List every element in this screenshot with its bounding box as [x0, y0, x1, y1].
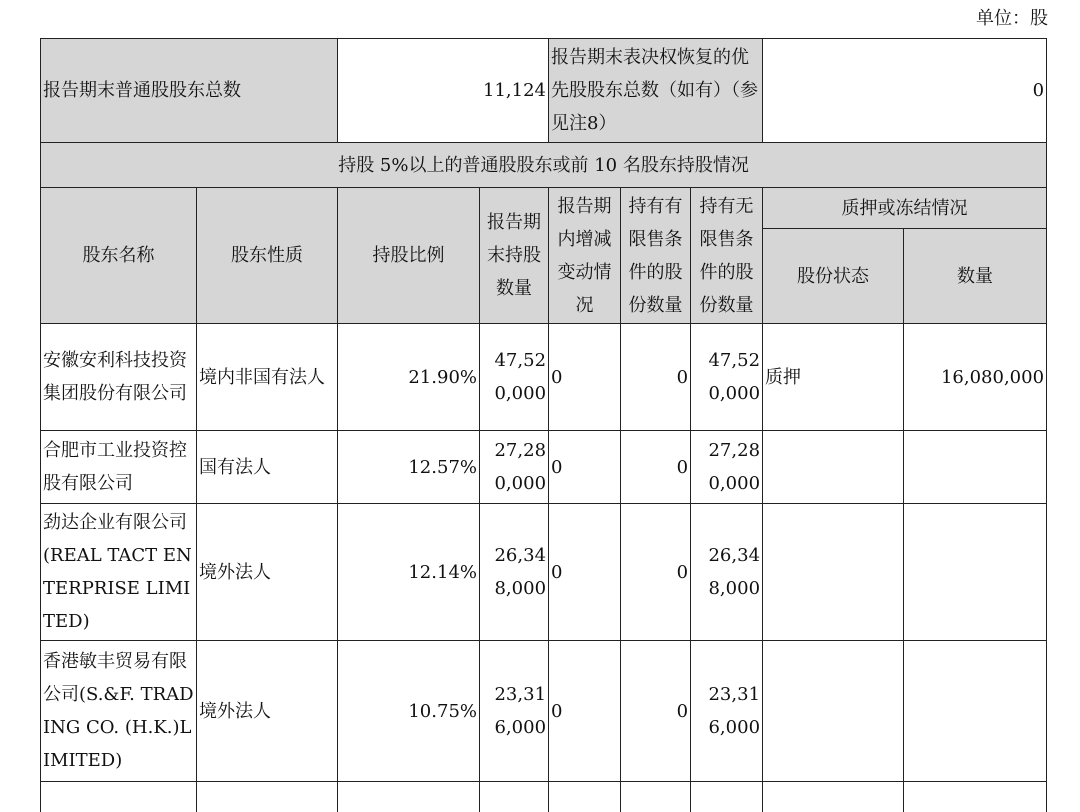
table-row: [41, 431, 1047, 504]
summary-row: [41, 39, 1047, 143]
cell-nature: 境外法人: [197, 641, 338, 782]
shareholder-table: [40, 38, 1047, 812]
cell-name: 合肥市工业投资控股有限公司: [41, 431, 197, 504]
header-pledge-group: 质押或冻结情况: [763, 188, 1047, 229]
cell-ratio: 10.75%: [338, 641, 480, 782]
cell-nature: 境外法人: [197, 504, 338, 641]
cell-nature: 境内非国有法人: [197, 324, 338, 431]
header-name: 股东名称: [41, 188, 197, 324]
cell-shares-end: 47,520,000: [480, 324, 549, 431]
unit-label: 单位：股: [976, 8, 1048, 30]
header-pledge-status: 股份状态: [763, 229, 904, 324]
cell-pledge-status: 质押: [763, 324, 904, 431]
total-holders-value: 11,124: [338, 39, 549, 143]
header-ratio: 持股比例: [338, 188, 480, 324]
cell-change: 0: [549, 641, 621, 782]
cell-unrestricted: 23,316,000: [691, 641, 763, 782]
cell-change: 0: [549, 324, 621, 431]
cell-name: 安徽安利科技投资集团股份有限公司: [41, 324, 197, 431]
table-row: [41, 641, 1047, 782]
cell-unrestricted: 26,348,000: [691, 504, 763, 641]
cell-pledge-qty: [904, 431, 1047, 504]
cell-pledge-status: [763, 431, 904, 504]
cell-name: 劲达企业有限公司(REAL TACT ENTERPRISE LIMITED): [41, 504, 197, 641]
cell-pledge-status: [763, 641, 904, 782]
header-pledge-qty: 数量: [904, 229, 1047, 324]
cell-restricted: 0: [621, 431, 691, 504]
total-holders-label: 报告期末普通股股东总数: [41, 39, 338, 143]
cell-name: 香港敏丰贸易有限公司(S.&F. TRADING CO. (H.K.)LIMITED): [41, 641, 197, 782]
cell-unrestricted: 47,520,000: [691, 324, 763, 431]
header-nature: 股东性质: [197, 188, 338, 324]
header-change: 报告期内增减变动情况: [549, 188, 621, 324]
cell-ratio: 12.57%: [338, 431, 480, 504]
table-row: [41, 504, 1047, 641]
cell-ratio: 12.14%: [338, 504, 480, 641]
cell-pledge-qty: [904, 641, 1047, 782]
cell-restricted: 0: [621, 504, 691, 641]
section-title: 持股 5%以上的普通股股东或前 10 名股东持股情况: [41, 143, 1047, 188]
cell-change: 0: [549, 431, 621, 504]
cell-shares-end: 23,316,000: [480, 641, 549, 782]
header-restricted: 持有有限售条件的股份数量: [621, 188, 691, 324]
cell-restricted: 0: [621, 641, 691, 782]
table-row: [41, 324, 1047, 431]
cell-shares-end: 27,280,000: [480, 431, 549, 504]
header-unrestricted: 持有无限售条件的股份数量: [691, 188, 763, 324]
cell-shares-end: 26,348,000: [480, 504, 549, 641]
cell-pledge-qty: [904, 504, 1047, 641]
pref-holders-label: 报告期末表决权恢复的优先股股东总数（如有）（参见注8）: [549, 39, 763, 143]
cell-ratio: 21.90%: [338, 324, 480, 431]
cell-restricted: 0: [621, 324, 691, 431]
cell-pledge-status: [763, 504, 904, 641]
cell-change: 0: [549, 504, 621, 641]
pref-holders-value: 0: [763, 39, 1047, 143]
cell-unrestricted: 27,280,000: [691, 431, 763, 504]
cell-pledge-qty: 16,080,000: [904, 324, 1047, 431]
section-title-row: [41, 143, 1047, 188]
header-row-1: [41, 188, 1047, 229]
cell-nature: 国有法人: [197, 431, 338, 504]
header-shares-end: 报告期末持股数量: [480, 188, 549, 324]
